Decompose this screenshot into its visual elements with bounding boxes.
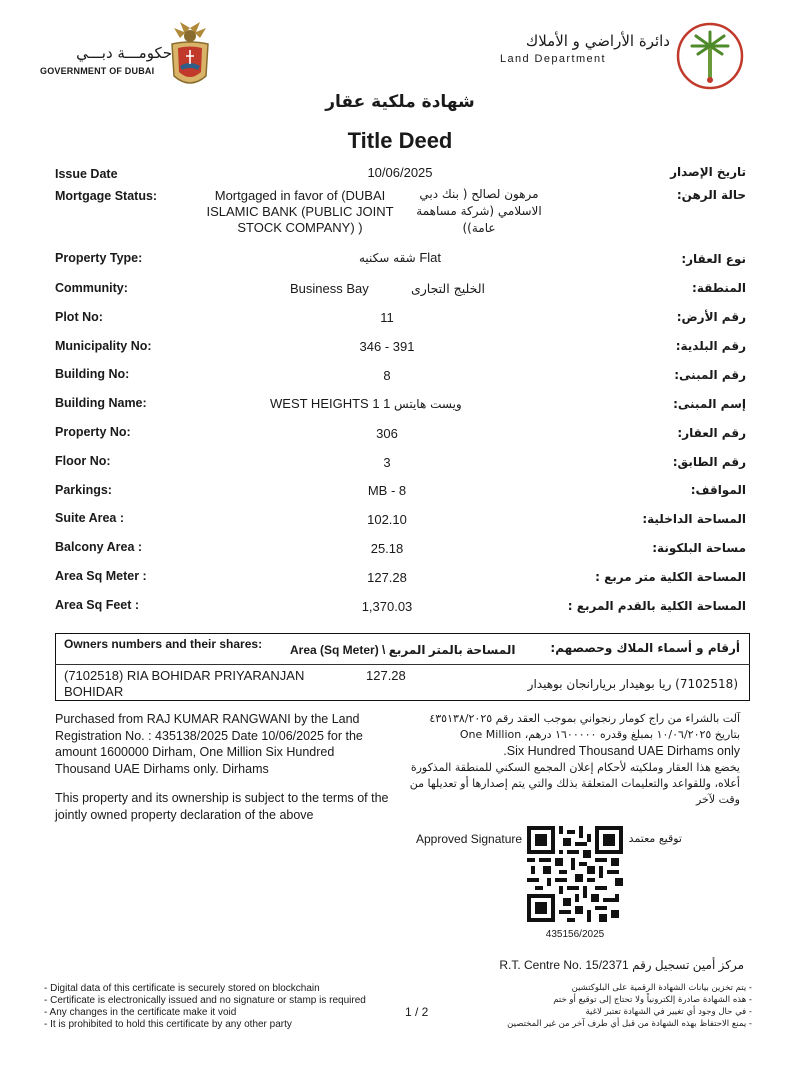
label-ar-property-no: رقم العقار: [677,426,746,440]
owner-name-en: (7102518) RIA BOHIDAR PRIYARANJAN BOHIDAR [64,668,305,699]
footer-note-en-4: - It is prohibited to hold this certificate by any other party [44,1019,292,1030]
value-ar-mortgage-status: مرهون لصالح ( بنك دبي الاسلامي (شركة مساهمة عامة)) [416,187,542,235]
value-en-community: Business Bay [290,281,369,296]
owner-area: 127.28 [366,668,406,683]
qr-caption: 435156/2025 [545,929,605,940]
label-ar-area-sq-feet: المساحة الكلية بالقدم المربع : [567,599,746,613]
label-ar-building-no: رقم المبنى: [674,368,746,382]
footer-note-en-1: - Digital data of this certificate is securely stored on blockchain [44,983,320,994]
footer-note-en-3: - Any changes in the certificate make it void [44,1007,237,1018]
qr-code-icon[interactable] [527,826,623,922]
label-plot-no: Plot No: [55,310,103,324]
label-parkings: Parkings: [55,483,112,497]
label-municipality-no: Municipality No: [55,339,152,353]
value-suite-area: 102.10 [367,512,407,527]
value-property-type [300,250,500,265]
value-balcony-area: 25.18 [370,541,404,556]
owners-header-area: Area (Sq Meter) \ المساحة بالمتر المربع [290,643,516,657]
label-ar-mortgage-status: حالة الرهن: [676,188,746,202]
value-building-name [270,396,500,411]
value-ar-property-type: شقه سكنيه [358,251,416,265]
label-suite-area: Suite Area : [55,511,125,525]
value-parkings: MB - 8 [367,483,407,498]
purchase-text-ar-2: بتاريخ ١٠/٠٦/٢٠٢٥ بمبلغ وقدره ١٦٠٠٠٠٠ درهم، One Million [459,728,740,741]
value-issue-date: 10/06/2025 [367,165,433,180]
land-department-logo [500,32,670,72]
gov-name-en: GOVERNMENT OF DUBAI [40,66,155,76]
label-ar-floor-no: رقم الطابق: [672,455,746,469]
label-floor-no: Floor No: [55,454,111,468]
footer-note-ar-4: - يمنع الاحتفاظ بهذه الشهادة من قبل أي طرف آخر من غير المختصين [507,1019,752,1029]
value-mortgage-status: Mortgaged in favor of (DUBAI ISLAMIC BANK (PUBLIC JOINT STOCK COMPANY) ) [206,188,394,235]
footer-note-ar-1: - يتم تخزين بيانات الشهادة الرقمية على البلوكتشين [571,983,752,993]
dubai-emblem-icon [160,20,220,92]
owners-header-en: Owners numbers and their shares: [64,637,263,651]
value-floor-no: 3 [383,455,391,470]
label-ar-property-type: نوع العقار: [681,252,746,266]
government-of-dubai-logo [40,44,180,84]
label-building-name: Building Name: [55,396,147,410]
value-area-sq-meter: 127.28 [367,570,407,585]
page-title: Title Deed [347,128,453,153]
value-plot-no: 11 [380,310,394,325]
label-issue-date: Issue Date [55,167,118,181]
footer-note-en-2: - Certificate is electronically issued and no signature or stamp is required [44,995,366,1006]
rt-centre-number: R.T. Centre No. 15/2371 مركز أمين تسجيل رقم [499,958,744,972]
value-municipality-no: 346 - 391 [359,339,415,354]
land-dept-name-ar: دائرة الأراضي و الأملاك [525,32,670,50]
label-mortgage-status: Mortgage Status: [55,189,158,203]
label-property-no: Property No: [55,425,131,439]
label-ar-issue-date: تاريخ الإصدار [670,165,746,179]
label-ar-community: المنطقة: [692,281,746,295]
palm-tree-emblem-icon [676,22,744,90]
value-ar-community: الخليج التجارى [410,281,485,296]
label-ar-suite-area: المساحة الداخلية: [642,512,746,526]
value-building-no: 8 [383,368,391,383]
label-ar-parkings: المواقف: [690,483,746,497]
owners-header-divider [55,664,750,665]
label-area-sq-meter: Area Sq Meter : [55,569,147,583]
value-property-no: 306 [376,426,398,441]
value-en-property-type: Flat [419,250,442,265]
label-balcony-area: Balcony Area : [55,540,143,554]
owners-header-ar: أرقام و أسماء الملاك وحصصهم: [550,641,740,655]
footer-note-ar-3: - في حال وجود أي تغيير في الشهادة تعتبر لاغية [585,1007,752,1017]
subject-text-ar: يخضع هذا العقار وملكيته لأحكام إعلان المجمع السكني للمنطقة المذكورة أعلاه، وللقواعد والتعليمات المتعلقة بذلك والتي يتم إصدارها أو تعديلها من وقت لآخر [409,761,740,806]
purchase-text-ar-3: .Six Hundred Thousand UAE Dirhams only [503,744,740,758]
label-ar-balcony-area: مساحة البلكونة: [652,541,746,555]
label-community: Community: [55,281,128,295]
label-area-sq-feet: Area Sq Feet : [55,598,140,612]
label-building-no: Building No: [55,367,130,381]
purchase-text-ar-1: آلت بالشراء من راج كومار رنجواني بموجب العقد رقم ٤٣٥١٣٨/٢٠٢٥ [429,712,740,725]
owner-name-ar: (7102518) ريا بوهيدار بريارانجان بوهيدار [527,677,738,691]
page-number: 1 / 2 [405,1005,429,1019]
value-ar-building-name: ويست هايتس [394,397,462,411]
footer-note-ar-2: - هذه الشهادة صادرة إلكترونياً ولا تحتاج إلى توقيع أو ختم [553,995,752,1005]
value-area-sq-feet: 1,370.03 [361,599,413,614]
label-ar-area-sq-meter: المساحة الكلية متر مربع : [595,570,746,584]
subject-text-en: This property and its ownership is subject to the terms of the jointly owned property declaration of the above [55,791,389,822]
label-ar-plot-no: رقم الأرض: [676,310,746,324]
value-en-building-name: WEST HEIGHTS 1 1 [270,396,391,411]
label-ar-building-name: إسم المبنى: [673,397,746,411]
approved-signature-label: Approved Signature [416,832,523,846]
label-ar-municipality-no: رقم البلدية: [675,339,746,353]
label-property-type: Property Type: [55,251,143,265]
land-dept-name-en: Land Department [500,53,606,65]
gov-name-ar: حكومـــة دبـــي [76,44,172,62]
purchase-text-en: Purchased from RAJ KUMAR RANGWANI by the Land Registration No. : 435138/2025 Date 10/06/2025 for the amount 1600000 Dirham, One Million Six Hundred Thousand UAE Dirhams only. Dirhams [55,712,363,776]
title-ar: شهادة ملكية عقار [325,92,475,112]
approved-signature-label-ar: توقيع معتمد [628,832,682,845]
